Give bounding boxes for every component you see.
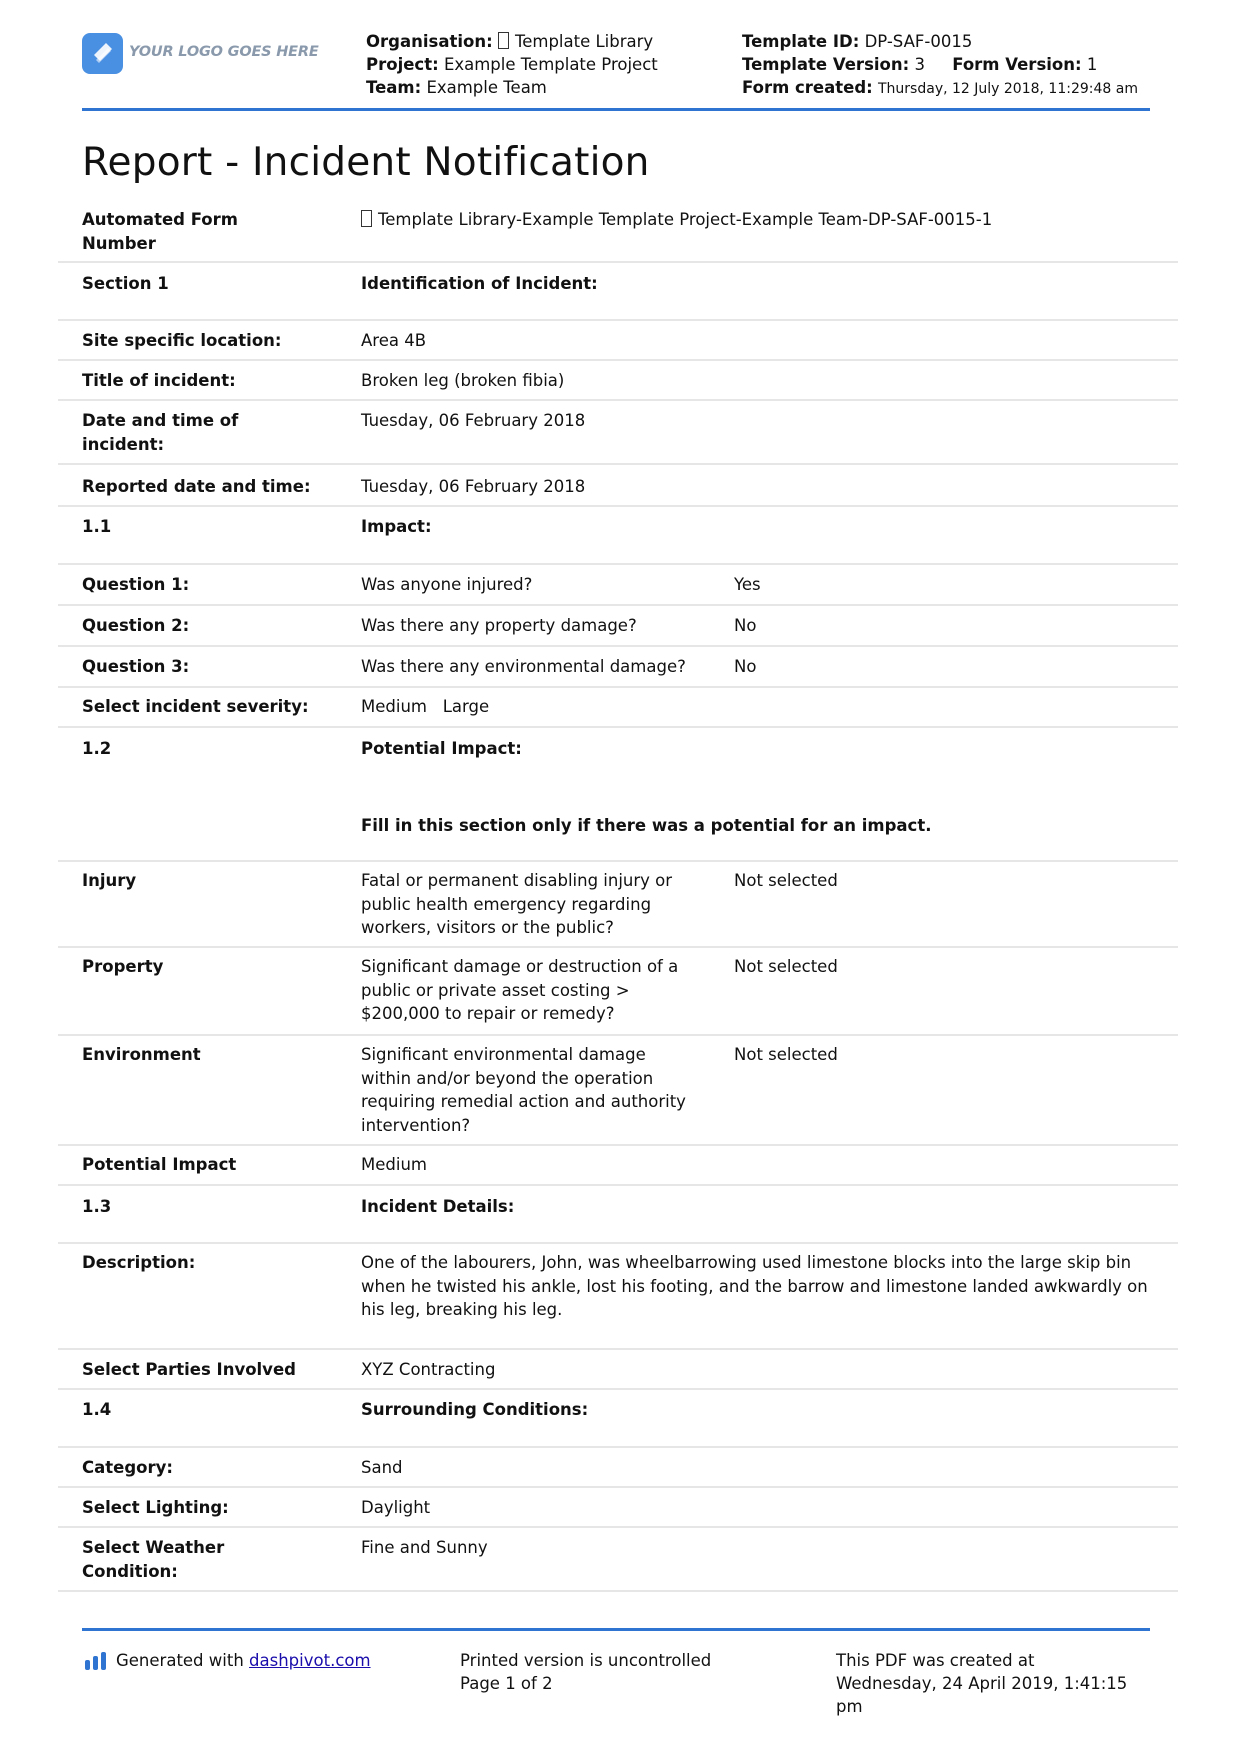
form-row-q3 xyxy=(58,647,1178,688)
q2-answer: No xyxy=(734,616,757,635)
form-row-property xyxy=(58,948,1178,1036)
section-title: Impact: xyxy=(361,517,432,536)
footer-control-block xyxy=(460,1649,711,1695)
severity-label: Select incident severity: xyxy=(82,697,309,716)
template-version-value: 3 xyxy=(914,55,925,74)
header-org-block xyxy=(366,30,658,99)
parties-label: Select Parties Involved xyxy=(82,1360,296,1379)
form-row-environment xyxy=(58,1036,1178,1146)
weather-label-line2: Condition: xyxy=(82,1561,178,1581)
dashpivot-link[interactable]: dashpivot.com xyxy=(249,1651,371,1670)
template-version-label: Template Version: xyxy=(742,55,910,74)
incident-title-label: Title of incident: xyxy=(82,371,236,390)
potential-impact-value: Medium xyxy=(361,1155,427,1174)
form-row-severity xyxy=(58,688,1178,728)
reported-value: Tuesday, 06 February 2018 xyxy=(361,477,586,496)
organisation-line xyxy=(366,30,658,53)
q1-answer: Yes xyxy=(734,575,761,594)
datetime-label-line1: Date and time of xyxy=(82,411,239,430)
q1-label: Question 1: xyxy=(82,575,190,594)
section-row-1 xyxy=(58,263,1178,321)
auto-number-value-wrap xyxy=(361,208,1161,232)
site-value: Area 4B xyxy=(361,331,427,350)
form-row-q1 xyxy=(58,565,1178,606)
section-number: 1.4 xyxy=(82,1400,112,1419)
reported-label: Reported date and time: xyxy=(82,477,311,496)
injury-value: Not selected xyxy=(734,871,838,890)
form-row-datetime xyxy=(58,401,1178,465)
category-value: Sand xyxy=(361,1458,403,1477)
form-row-incident-title xyxy=(58,361,1178,401)
section-row-1-2 xyxy=(58,728,1178,862)
org-icon xyxy=(498,32,509,49)
severity-value: Medium Large xyxy=(361,697,490,716)
property-text-line3: $200,000 to repair or remedy? xyxy=(361,1004,615,1023)
team-value: Example Team xyxy=(426,78,547,97)
form-row-auto-number xyxy=(58,205,1178,263)
weather-value: Fine and Sunny xyxy=(361,1538,488,1557)
footer-divider xyxy=(82,1628,1150,1631)
description-line2: when he twisted his ankle, lost his footing, and the barrow and limestone landed awkwardly on xyxy=(361,1276,1148,1296)
section-row-1-3 xyxy=(58,1186,1178,1244)
organisation-label: Organisation: xyxy=(366,32,493,51)
team-line xyxy=(366,76,658,99)
created-line1: This PDF was created at xyxy=(836,1651,1035,1670)
auto-number-label-line2: Number xyxy=(82,233,156,253)
created-line2: Wednesday, 24 April 2019, 1:41:15 xyxy=(836,1674,1128,1693)
datetime-value: Tuesday, 06 February 2018 xyxy=(361,411,586,430)
auto-number-label xyxy=(82,208,342,255)
generated-prefix: Generated with xyxy=(116,1651,244,1670)
injury-text-line2: public health emergency regarding xyxy=(361,894,652,914)
project-label: Project: xyxy=(366,55,439,74)
template-id-line xyxy=(742,30,1138,53)
section-row-1-4 xyxy=(58,1390,1178,1448)
injury-text-line1: Fatal or permanent disabling injury or xyxy=(361,871,673,890)
logo-icon xyxy=(82,33,123,74)
version-line xyxy=(742,53,1138,76)
form-version-value: 1 xyxy=(1086,55,1098,74)
q1-text: Was anyone injured? xyxy=(361,575,533,594)
weather-label xyxy=(82,1536,342,1583)
section-number: 1.3 xyxy=(82,1197,112,1216)
property-value: Not selected xyxy=(734,957,838,976)
injury-label: Injury xyxy=(82,871,137,890)
parties-value: XYZ Contracting xyxy=(361,1360,496,1379)
injury-text-line3: workers, visitors or the public? xyxy=(361,918,614,937)
template-id-label: Template ID: xyxy=(742,32,860,51)
template-id-value: DP-SAF-0015 xyxy=(864,32,973,51)
q3-label: Question 3: xyxy=(82,657,190,676)
form-row-potential-impact xyxy=(58,1146,1178,1186)
environment-label: Environment xyxy=(82,1045,201,1064)
header-template-block xyxy=(742,30,1138,101)
property-text xyxy=(361,955,706,1026)
environment-text-line4: intervention? xyxy=(361,1115,471,1135)
section-note: Fill in this section only if there was a potential for an impact. xyxy=(361,816,932,835)
project-value: Example Template Project xyxy=(443,55,658,74)
section-row-1-1 xyxy=(58,507,1178,565)
potential-impact-label: Potential Impact xyxy=(82,1155,237,1174)
section-title: Surrounding Conditions: xyxy=(361,1400,589,1419)
header-divider xyxy=(82,108,1150,111)
description-line3: his leg, breaking his leg. xyxy=(361,1300,563,1319)
auto-number-label-line1: Automated Form xyxy=(82,210,238,229)
form-created-value: Thursday, 12 July 2018, 11:29:48 am xyxy=(878,81,1138,97)
section-title: Identification of Incident: xyxy=(361,274,598,293)
property-text-line1: Significant damage or destruction of a xyxy=(361,957,679,976)
form-row-category xyxy=(58,1448,1178,1488)
section-number: 1.1 xyxy=(82,517,112,536)
form-row-q2 xyxy=(58,606,1178,647)
project-line xyxy=(366,53,658,76)
form-row-reported xyxy=(58,465,1178,507)
q2-label: Question 2: xyxy=(82,616,190,635)
section-number: Section 1 xyxy=(82,274,169,293)
page-title: Report - Incident Notification xyxy=(82,140,650,185)
section-title: Incident Details: xyxy=(361,1197,515,1216)
environment-text-line3: requiring remedial action and authority xyxy=(361,1092,686,1111)
property-label: Property xyxy=(82,957,164,976)
environment-text xyxy=(361,1043,706,1137)
created-line3: pm xyxy=(836,1697,863,1716)
injury-text xyxy=(361,869,706,940)
form-row-lighting xyxy=(58,1488,1178,1528)
footer-created-block xyxy=(836,1649,1127,1718)
form-row-parties xyxy=(58,1350,1178,1390)
lighting-value: Daylight xyxy=(361,1498,431,1517)
team-label: Team: xyxy=(366,78,422,97)
section-number: 1.2 xyxy=(82,739,112,758)
description-label: Description: xyxy=(82,1253,196,1272)
form-version-label: Form Version: xyxy=(952,55,1082,74)
uncontrolled-note: Printed version is uncontrolled xyxy=(460,1651,712,1670)
datetime-label-line2: incident: xyxy=(82,434,165,454)
description-line1: One of the labourers, John, was wheelbarrowing used limestone blocks into the large skip bin xyxy=(361,1253,1132,1272)
generated-with xyxy=(116,1649,371,1672)
category-label: Category: xyxy=(82,1458,173,1477)
datetime-label xyxy=(82,409,342,456)
environment-text-line2: within and/or beyond the operation xyxy=(361,1068,654,1088)
section-title: Potential Impact: xyxy=(361,739,522,758)
org-icon xyxy=(361,210,372,227)
dashpivot-bars-icon xyxy=(85,1652,109,1670)
site-label: Site specific location: xyxy=(82,331,282,350)
organisation-value: Template Library xyxy=(514,32,654,51)
logo-text: YOUR LOGO GOES HERE xyxy=(129,44,319,60)
page-number: Page 1 of 2 xyxy=(460,1674,553,1693)
form-row-weather xyxy=(58,1528,1178,1592)
auto-number-value: Template Library-Example Template Project-Example Team-DP-SAF-0015-1 xyxy=(378,210,993,229)
property-text-line2: public or private asset costing > xyxy=(361,980,630,1000)
form-row-injury xyxy=(58,862,1178,948)
form-row-description xyxy=(58,1244,1178,1350)
q3-text: Was there any environmental damage? xyxy=(361,657,686,676)
form-created-line xyxy=(742,76,1138,101)
environment-value: Not selected xyxy=(734,1045,838,1064)
q2-text: Was there any property damage? xyxy=(361,616,637,635)
weather-label-line1: Select Weather xyxy=(82,1538,225,1557)
form-created-label: Form created: xyxy=(742,78,873,97)
environment-text-line1: Significant environmental damage xyxy=(361,1045,646,1064)
description-value xyxy=(361,1251,1181,1322)
lighting-label: Select Lighting: xyxy=(82,1498,229,1517)
form-row-site xyxy=(58,321,1178,361)
incident-title-value: Broken leg (broken fibia) xyxy=(361,371,565,390)
q3-answer: No xyxy=(734,657,757,676)
